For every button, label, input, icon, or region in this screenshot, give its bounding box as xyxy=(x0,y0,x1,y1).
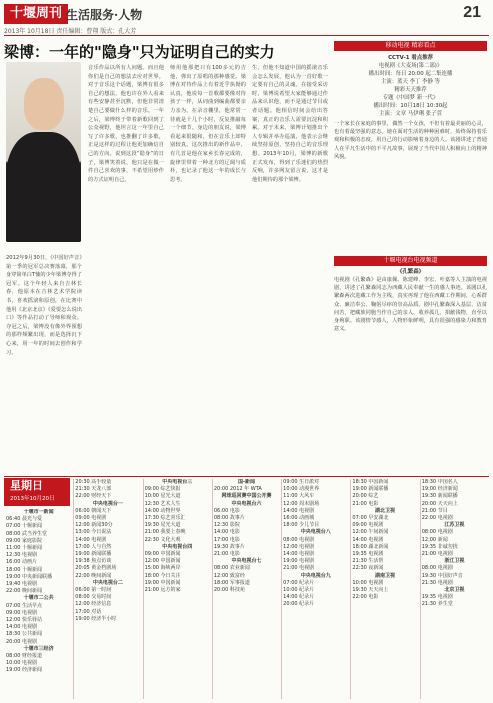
schedule-column xyxy=(422,479,487,699)
schedule-entry: 21:00 电视剧 xyxy=(421,551,453,558)
schedule-entry: 22:00 晚间新闻 xyxy=(6,588,42,595)
schedule-entry: 12:00 新闻 xyxy=(421,536,448,543)
schedule-divider xyxy=(420,479,421,699)
schedule-entry: 09:00 综艺快报 xyxy=(144,486,181,493)
schedule-entry: 中央电视台九 xyxy=(300,572,331,579)
schedule-entry: 中央电视台二 xyxy=(92,579,123,586)
photo-head xyxy=(24,78,64,130)
schedule-entry: 09:00 中国新闻 xyxy=(144,551,181,558)
schedule-entry: 11:00 大风车 xyxy=(283,493,315,500)
schedule-entry: 17:00 电影 xyxy=(213,536,240,543)
schedule-entry: 19:35 电视剧 xyxy=(352,551,384,558)
schedule-entry: 08:00 武当养生堂 xyxy=(6,530,47,537)
schedule-entry: 21:00 远方的家 xyxy=(144,587,181,594)
schedule-entry: 18:30 中国新闻 xyxy=(352,479,389,485)
schedule-entry: 13:00 今日说法 xyxy=(75,529,112,536)
schedule-entry: 中央电视台六 xyxy=(231,500,262,507)
schedule-entry: 19:00 经济半小时 xyxy=(75,615,117,622)
schedule-entry: 20:00 综艺 xyxy=(352,493,379,500)
schedule-entry: 17:00 对话 xyxy=(75,608,102,615)
schedule-entry: 09:00 生日派对 xyxy=(283,479,320,485)
schedule-entry: 21:00 电影 xyxy=(213,551,240,558)
portrait-photo xyxy=(6,62,81,242)
schedule-entry: 07:00 十堰新闻 xyxy=(6,523,42,530)
schedule-entry: 09:00 电视剧 xyxy=(6,609,37,616)
schedule-column xyxy=(145,479,210,699)
sidebar-listing-line: 主演：文章 马伊琍 张子萱 xyxy=(379,111,442,117)
schedule-entry: 江苏卫视 xyxy=(444,522,465,529)
schedule-date: 2013年10月20日 xyxy=(10,496,55,502)
schedule-entry: 21:00 我要上春晚 xyxy=(144,529,186,536)
schedule-entry: 22:00 电视剧 xyxy=(421,515,453,522)
schedule-entry: 22:30 夜新闻 xyxy=(352,565,384,572)
schedule-entry: 18:00 军事报道 xyxy=(213,579,250,586)
article-column-3: 师用他那把只有100多元的吉他，弹出了原唱的那种感觉。梁博在对待作品上有着近乎执拗的认真，他说每一首歌都要像对待孩子一样，从词曲到编曲都要亲力亲为。在录音棚里，他常常一待就是十几个小时，反复推敲每一个细节。身边的朋友说，梁博看起来很随和，但在音乐上却特别较真。这次推出的新作品中，有几首是他在家乡长春完成的，旋律里带着一种北方的辽阔与质朴，也记录了他这一年的成长与思考。 xyxy=(170,65,246,183)
schedule-entry: 18:00 湖北新闻 xyxy=(352,543,389,550)
schedule-entry: 10:00 电视剧 xyxy=(352,579,384,586)
schedule-entry: 14:00 电视剧 xyxy=(283,551,315,558)
schedule-entry: 14:00 动物世界 xyxy=(144,507,181,514)
schedule-entry: 10:00 动漫世界 xyxy=(283,486,320,493)
schedule-entry: 06:40 晨光与爱 xyxy=(6,516,42,523)
schedule-entry: 20:00 天天向上 xyxy=(421,500,458,507)
schedule-entry: 20:00 2012 年 WTA xyxy=(213,486,262,493)
schedule-entry: 06:00 朝闻天下 xyxy=(75,507,112,514)
schedule-entry: 12:00 午间新闻 xyxy=(352,529,389,536)
schedule-entry: 12:00 致富经 xyxy=(213,572,245,579)
schedule-entry: 20:05 黄金档剧场 xyxy=(75,565,117,572)
schedule-entry: 12:00 中国新闻 xyxy=(144,558,181,565)
schedule-entry: 18:30 公共新闻 xyxy=(6,631,42,638)
schedule-column xyxy=(283,479,348,699)
schedule-divider xyxy=(350,479,351,699)
article-column-1: 2012年9月30日，《中国好声音》第一季的冠军总决赛落幕，那个身穿简单白T恤的少年梁博夺得了冠军。这个年轻人来自吉林长春，他原本在吉林艺术学院读书，喜欢摇滚和原创，在比赛中他用《北京北京》《爱要怎么说出口》等作品打动了导师和观众。夺冠之后，梁博没有像外界预想的那样频繁出现，而是选择沉下心来，用一年的时间去创作和学习。 xyxy=(6,255,82,356)
schedule-entry: 18:30 中国名人 xyxy=(421,479,458,485)
schedule-entry: 十堰市二公共 xyxy=(23,595,54,602)
sidebar-header-local-tv: 十堰电视台电视频道 xyxy=(334,256,487,266)
schedule-entry: 19:30 新闻联播 xyxy=(421,493,458,500)
schedule-day: 星期日 xyxy=(10,479,43,492)
schedule-column xyxy=(75,479,140,699)
schedule-entry: 11:00 十堰新闻 xyxy=(6,545,42,552)
schedule-entry: 09:00 家庭影院 xyxy=(6,537,42,544)
schedule-entry: 10:00 电视剧 xyxy=(6,660,37,667)
schedule-entry: 12:00 电视剧 xyxy=(283,543,315,550)
schedule-column xyxy=(352,479,417,699)
sidebar-listing-line: 主演：蓝天 李丁 李静 等 xyxy=(380,79,441,85)
schedule-entry: 19:00 新闻联播 xyxy=(352,486,389,493)
schedule-entry: 12:00 经济信息 xyxy=(75,601,112,608)
schedule-entry: 18:00 十堰新闻 xyxy=(6,566,42,573)
schedule-entry: 19:00 电视剧 xyxy=(283,558,315,565)
sidebar-listing-line: 电视剧《大麦场(第二部)》 xyxy=(378,63,443,69)
sidebar-listing-line: 播出时间：每日 20:00 起二集连播 xyxy=(368,71,453,77)
schedule-entry: 15:00 海峡两岸 xyxy=(144,565,181,572)
schedule-entry: 中央电视台一 xyxy=(92,500,123,507)
schedule-entry: 22:00 电影 xyxy=(352,594,379,601)
schedule-divider xyxy=(143,479,144,699)
brand-label: 十堰周刊 xyxy=(4,4,68,24)
masthead xyxy=(4,4,489,34)
schedule-entry: 中央电视台八 xyxy=(300,529,331,536)
schedule-entry: 21:30 养生堂 xyxy=(421,601,453,608)
sidebar-subtitle: 《孔繁森》 xyxy=(397,269,424,275)
schedule-entry: 19:35 非诚勿扰 xyxy=(421,543,458,550)
schedule-entry: 20:30 高手较量 xyxy=(75,479,112,485)
schedule-entry: 07:00 纪录片 xyxy=(283,579,315,586)
schedule-entry: 19:00 经济新闻 xyxy=(421,486,458,493)
schedule-entry: 06:00 第一时间 xyxy=(75,587,112,594)
schedule-entry: 08:00 财经报道 xyxy=(6,653,42,660)
sidebar-description: 一个家长在家庭的事里，偶然一个女孩，不但有着最美丽的心灵，也有着最坚强的意志。她在面对生活的种种困难时，始终保持着乐观和积极的态度，用自己的行动影响着身边的人。该剧讲述了普通人在平凡生活中的不平凡故事，展现了当代中国人积极向上的精神风貌。 xyxy=(334,121,487,160)
schedule-entry: 08:00 农业新闻 xyxy=(213,565,250,572)
schedule-entry: 北京卫视 xyxy=(444,587,465,594)
schedule-entry: 19:30 星光大道 xyxy=(144,522,181,529)
schedule-entry: 19:38 焦点访谈 xyxy=(75,558,112,565)
schedule-divider xyxy=(73,479,74,699)
issue-meta: 2013年 10月18日 责任编辑：曹翔 版式：孔大芳 xyxy=(4,28,137,35)
schedule-entry: 12:00 周末剧场 xyxy=(283,500,320,507)
schedule-entry: 17:00 人与自然 xyxy=(75,543,112,550)
schedule-entry: 21:00 电影 xyxy=(352,500,379,507)
schedule-entry: 浙江卫视 xyxy=(444,558,465,565)
schedule-divider xyxy=(212,479,213,699)
tv-schedule xyxy=(4,476,489,701)
schedule-entry: 21:00 电视剧 xyxy=(283,565,315,572)
schedule-entry: 国-新闻 xyxy=(237,479,256,485)
sidebar-listing-line: 精彩天天推荐 xyxy=(394,87,427,93)
schedule-entry: 10:00 星光大道 xyxy=(144,493,181,500)
schedule-column xyxy=(6,509,71,699)
sidebar-listing-line: 播出时间：10月18日 10:30起 xyxy=(373,103,448,109)
schedule-entry: 10:00 纪录片 xyxy=(283,587,315,594)
schedule-entry: 08:00 交易时间 xyxy=(75,594,112,601)
schedule-entry: 19:00 中央新闻联播 xyxy=(6,573,52,580)
schedule-entry: 21:00 节目 xyxy=(421,507,448,514)
schedule-entry: 19:00 新闻联播 xyxy=(75,551,112,558)
schedule-entry: 21:30 电视剧 xyxy=(421,579,453,586)
schedule-entry: 14:00 纪录片 xyxy=(283,594,315,601)
schedule-entry: 07:00 早安湖北 xyxy=(352,515,389,522)
masthead-rule xyxy=(4,35,489,36)
schedule-entry: 12:00 快乐驿站 xyxy=(6,617,42,624)
schedule-entry: 22:00 财经天下 xyxy=(75,493,112,500)
schedule-entry: 18:00 少儿节目 xyxy=(283,522,320,529)
schedule-entry: 19:30 中国好声音 xyxy=(421,572,463,579)
schedule-entry: 08:00 故事片 xyxy=(213,515,245,522)
sidebar-local-description: 电视剧《孔繁森》是由康佩、陈建峰、李宏、叶嘉等人主演的电视剧，讲述了孔繁森同志为西藏人民奉献一生的感人事迹。该剧以孔繁森两次进藏工作为主线，真实再现了他在西藏工作期间，心系群众、廉洁奉公、鞠躬尽瘁的崇高品质。剧中孔繁森深入基层、访贫问苦，把藏族同胞当作自己的亲人，收养孤儿、捐献钱物，直至以身殉职。该剧情节感人，人物形象鲜明，具有很强的感染力和教育意义。 xyxy=(334,277,487,333)
schedule-entry: 09:00 电视剧 xyxy=(75,515,107,522)
article-column-4: 生，但他不知道中国的摇滚音乐会怎么发展，他认为一首好歌一定要有自己的灵魂。在接受采访时，梁博说希望大家能够通过作品来认识他，而不是通过节目或者话题。他相信时间会给出答案，真正的音乐人需要沉淀和积累。对于未来，梁博计划推出个人专辑并举办巡演，他表示会继续坚持原创，坚持自己的音乐理想。2013年10月，梁博的新歌正式发布，得到了乐迷们的热烈反响，许多网友留言说，这才是他们期待的那个梁博。 xyxy=(252,65,328,183)
schedule-entry: 09:00 电视剧 xyxy=(352,522,384,529)
schedule-entry: 21:30 生活帮 xyxy=(352,558,384,565)
page-number: 21 xyxy=(463,4,481,21)
schedule-entry: 08:00 电视剧 xyxy=(283,536,315,543)
schedule-entry: 湖南卫视 xyxy=(375,572,396,579)
schedule-entry: 中央电视台四 xyxy=(162,543,193,550)
article-headline: 梁博：一年的"隐身"只为证明自己的实力 xyxy=(4,43,275,61)
schedule-entry: 19:35 电视剧 xyxy=(421,594,453,601)
photo-shoulders xyxy=(6,132,81,242)
article-column-2: 音乐作品以所有人问题。而且他你们是自己的想法去应对世界。对于音乐这个话题，梁博有很多自己的想法，他也许在外人看来有些安静甚至沉默，但他非常清楚自己要做什么样的音乐。一年之后，梁博终于带着新歌回到了公众视野，他坦言这一年里自己写了许多歌，也推翻了许多歌，正是这样的过程让他更加确信自己的方向。说到这段“隐身”的日子，梁博笑着说，他只是在做一件自己喜欢的事，不希望用炒作的方式证明自己。 xyxy=(88,65,164,183)
schedule-entry: 12:30 影院 xyxy=(213,522,240,529)
schedule-entry: 20:00 电视剧 xyxy=(6,638,37,645)
schedule-day-badge xyxy=(4,478,70,506)
schedule-entry: 16:00 动画城 xyxy=(283,515,315,522)
sidebar-listing-line: 专题《中国梦 新一代》 xyxy=(382,95,439,101)
schedule-entry: 19:30 故事片 xyxy=(213,543,245,550)
sidebar xyxy=(334,41,487,402)
schedule-entry: 22:30 文化大观 xyxy=(144,536,181,543)
schedule-entry: 20:00 科技苑 xyxy=(213,587,245,594)
schedule-entry: 12:30 电视剧 xyxy=(6,552,37,559)
section-title: 生活服务·人物 xyxy=(66,8,143,22)
schedule-entry: 网球巡回赛中国公开赛 xyxy=(221,493,272,500)
schedule-entry: 07:00 生活早点 xyxy=(6,602,42,609)
schedule-entry: 17:30 综艺喜乐汇 xyxy=(144,515,186,522)
sidebar-header-mobile-tv: 移动电视 精彩看点 xyxy=(334,41,487,51)
schedule-entry: 14:00 电视剧 xyxy=(75,536,107,543)
schedule-entry: 十堰市一新闻 xyxy=(23,509,54,515)
schedule-entry: 14:00 电视剧 xyxy=(283,507,315,514)
schedule-entry: 12:00 新闻30分 xyxy=(75,522,113,529)
schedule-entry: 14:00 电视剧 xyxy=(352,536,384,543)
schedule-entry: 06:00 电影 xyxy=(213,507,240,514)
schedule-entry: 19:30 天天向上 xyxy=(352,587,389,594)
sidebar-listing xyxy=(334,54,487,118)
schedule-entry: 中央电视台七 xyxy=(231,558,262,565)
schedule-entry: 08:00 电视剧 xyxy=(421,565,453,572)
schedule-entry: 14:00 电视剧 xyxy=(6,624,37,631)
schedule-entry: 16:00 动画片 xyxy=(6,559,37,566)
schedule-entry: 18:00 今日关注 xyxy=(144,572,181,579)
sidebar-listing-line: CCTV-1 看点推荐 xyxy=(388,55,433,61)
schedule-entry: 湖北卫视 xyxy=(375,507,396,514)
schedule-divider xyxy=(281,479,282,699)
schedule-column xyxy=(214,479,279,699)
schedule-entry: 08:00 电视剧 xyxy=(421,529,453,536)
schedule-entry: 中央电视台三 xyxy=(162,479,193,485)
schedule-entry: 12:30 艺术人生 xyxy=(144,500,181,507)
schedule-entry: 14:00 电影 xyxy=(213,529,240,536)
schedule-entry: 十堰市三经济 xyxy=(23,645,54,652)
schedule-entry: 20:00 纪录片 xyxy=(283,601,315,608)
schedule-entry: 19:40 电视剧 xyxy=(6,581,37,588)
schedule-entry: 19:00 中国新闻 xyxy=(144,579,181,586)
schedule-entry: 21:30 天龙八部 xyxy=(75,486,112,493)
schedule-entry: 19:00 经济新闻 xyxy=(6,667,42,674)
schedule-entry: 22:00 晚间新闻 xyxy=(75,572,112,579)
